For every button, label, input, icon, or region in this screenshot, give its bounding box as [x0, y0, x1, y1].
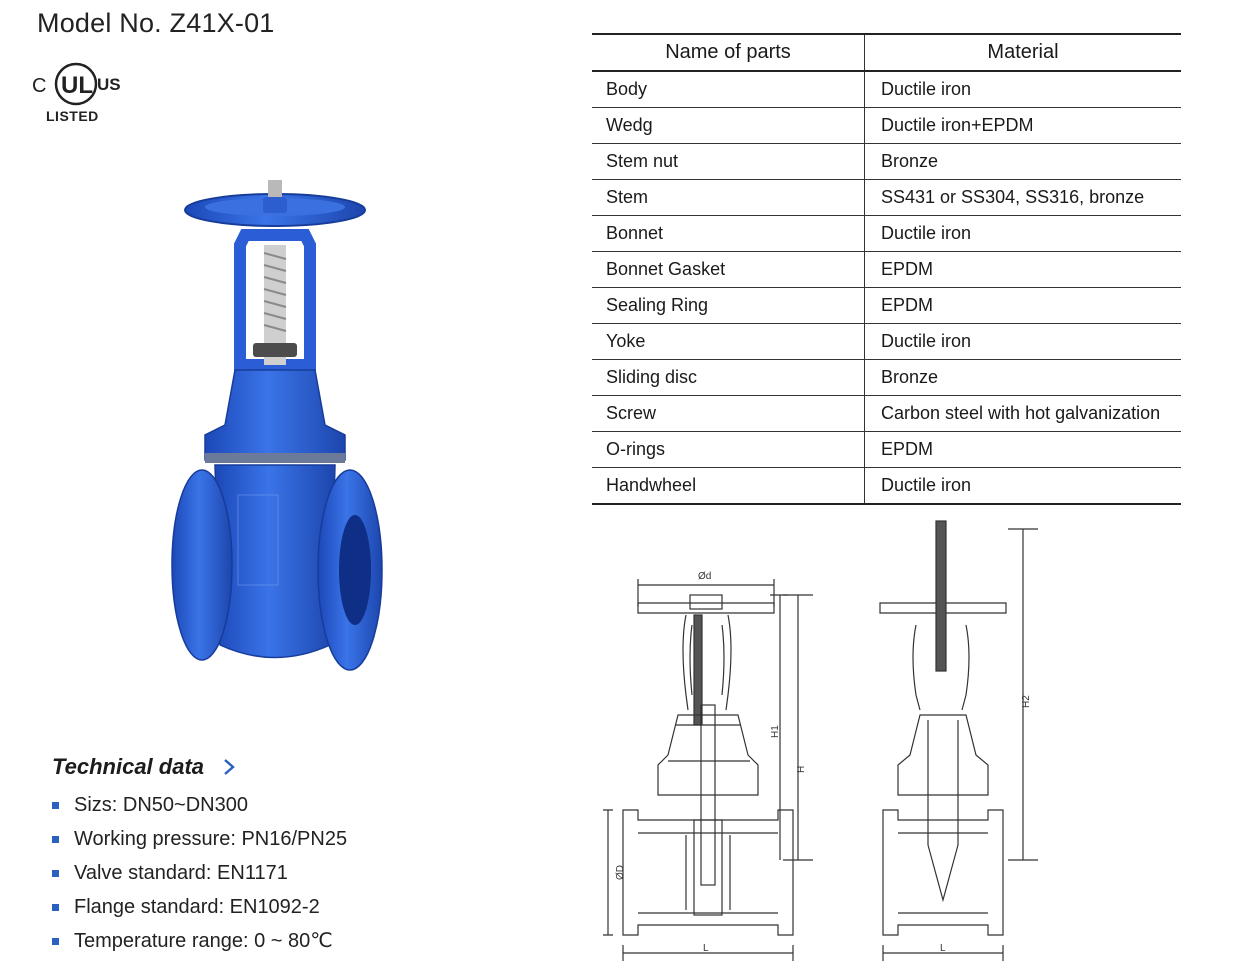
- table-row: [592, 144, 1181, 180]
- bullet-icon: [52, 870, 59, 877]
- part-name: Bonnet Gasket: [592, 252, 865, 288]
- technical-data-item: Working pressure: PN16/PN25: [52, 822, 347, 856]
- part-material: EPDM: [865, 432, 1182, 468]
- table-row: [592, 180, 1181, 216]
- part-material: Ductile iron: [865, 468, 1182, 505]
- table-row: [592, 432, 1181, 468]
- dimension-label: ØD: [615, 865, 626, 880]
- dimension-label: Ød: [698, 571, 712, 582]
- part-material: Bronze: [865, 144, 1182, 180]
- table-row: [592, 360, 1181, 396]
- part-name: Stem: [592, 180, 865, 216]
- part-material: Bronze: [865, 360, 1182, 396]
- bullet-icon: [52, 836, 59, 843]
- technical-data-title: Technical data: [52, 754, 205, 779]
- model-title: Model No. Z41X-01: [37, 8, 275, 38]
- part-name: Stem nut: [592, 144, 865, 180]
- part-material: EPDM: [865, 288, 1182, 324]
- part-material: Ductile iron: [865, 216, 1182, 252]
- table-row: [592, 252, 1181, 288]
- table-row: [592, 71, 1181, 108]
- chevron-right-icon: [222, 758, 236, 776]
- bullet-icon: [52, 904, 59, 911]
- technical-data-list: [52, 788, 347, 958]
- part-material: Ductile iron: [865, 324, 1182, 360]
- gate-valve-photo: [160, 175, 390, 690]
- technical-data-item: Flange standard: EN1092-2: [52, 890, 347, 924]
- valve-technical-drawing: [598, 515, 1048, 970]
- table-row: [592, 468, 1181, 505]
- part-material: Ductile iron: [865, 71, 1182, 108]
- table-row: [592, 288, 1181, 324]
- part-name: Handwheel: [592, 468, 865, 505]
- part-name: Yoke: [592, 324, 865, 360]
- bullet-icon: [52, 938, 59, 945]
- table-header-row: [592, 34, 1181, 71]
- ul-c-mark: C: [32, 75, 47, 97]
- part-material: EPDM: [865, 252, 1182, 288]
- table-row: [592, 324, 1181, 360]
- parts-material-table: [592, 33, 1181, 505]
- table-row: [592, 108, 1181, 144]
- dimension-label: H1: [770, 725, 781, 738]
- part-material: SS431 or SS304, SS316, bronze: [865, 180, 1182, 216]
- part-name: Screw: [592, 396, 865, 432]
- header-material: Material: [865, 34, 1182, 71]
- technical-data-item: Valve standard: EN1171: [52, 856, 347, 890]
- dimension-label: H2: [1021, 695, 1032, 708]
- ul-listed-label: LISTED: [46, 108, 99, 124]
- dimension-label: L: [940, 943, 946, 954]
- ul-us-mark: US: [97, 75, 121, 94]
- part-material: Carbon steel with hot galvanization: [865, 396, 1182, 432]
- bullet-icon: [52, 802, 59, 809]
- dimension-label: H: [796, 765, 807, 773]
- part-name: Bonnet: [592, 216, 865, 252]
- part-name: Wedg: [592, 108, 865, 144]
- table-row: [592, 396, 1181, 432]
- table-row: [592, 216, 1181, 252]
- part-name: Sliding disc: [592, 360, 865, 396]
- technical-data-item: Sizs: DN50~DN300: [52, 788, 347, 822]
- technical-data-item: Temperature range: 0 ~ 80℃: [52, 924, 347, 958]
- ul-ul-mark: UL: [61, 72, 93, 99]
- part-name: O-rings: [592, 432, 865, 468]
- dimension-label: L: [703, 943, 709, 954]
- header-name-of-parts: Name of parts: [592, 34, 865, 71]
- part-material: Ductile iron+EPDM: [865, 108, 1182, 144]
- part-name: Sealing Ring: [592, 288, 865, 324]
- technical-data-section: [52, 754, 347, 958]
- part-name: Body: [592, 71, 865, 108]
